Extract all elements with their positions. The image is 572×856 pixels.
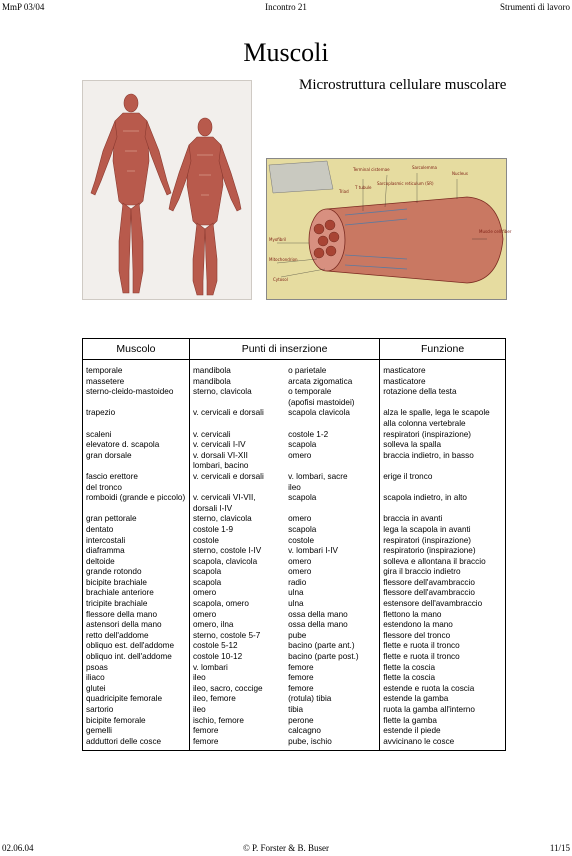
table-cell: estende il piede bbox=[380, 726, 506, 737]
table-cell: omero bbox=[192, 588, 217, 598]
table-cell: estende e ruota la coscia bbox=[380, 684, 506, 695]
table-cell: flette e ruota il tronco bbox=[380, 641, 506, 652]
table-cell: arcata zigomatica bbox=[285, 377, 380, 388]
table-row bbox=[83, 610, 506, 621]
diagram-label-1: Sarcolemma bbox=[412, 165, 438, 170]
table-cell: pube bbox=[285, 631, 380, 642]
table-row bbox=[83, 588, 506, 599]
table-cell: obliquo int. dell'addome bbox=[83, 652, 190, 663]
table-cell: gemelli bbox=[83, 726, 190, 737]
table-cell: radio bbox=[285, 578, 380, 589]
table-cell: ruota la gamba all'interno bbox=[380, 705, 506, 716]
table-row bbox=[83, 726, 506, 737]
anatomy-figures-image bbox=[82, 80, 252, 300]
table-row bbox=[83, 377, 506, 388]
table-row bbox=[83, 684, 506, 695]
header-left: MmP 03/04 bbox=[2, 2, 45, 12]
table-cell: omero, ilna bbox=[192, 620, 234, 630]
table-cell: sterno-cleido-mastoideo bbox=[83, 387, 190, 408]
table-cell: intercostali bbox=[83, 536, 190, 547]
table-cell: scaleni bbox=[83, 430, 190, 441]
table-cell: omero bbox=[285, 451, 380, 472]
table-cell: flessore dell'avambraccio bbox=[380, 588, 506, 599]
table-row bbox=[83, 673, 506, 684]
table-cell: fascio erettore del tronco bbox=[83, 472, 190, 493]
table-row bbox=[83, 663, 506, 674]
table-cell: scapola bbox=[285, 525, 380, 536]
table-cell: scapola clavicola bbox=[285, 408, 380, 429]
table-cell: elevatore d. scapola bbox=[83, 440, 190, 451]
table-cell: trapezio bbox=[83, 408, 190, 429]
diagram-label-9: Muscle cell fiber bbox=[479, 229, 512, 234]
table-cell: ileo, sacro, coccige bbox=[192, 683, 263, 693]
table-cell: rotazione della testa bbox=[380, 387, 506, 408]
diagram-label-6: Myofibril bbox=[269, 237, 287, 242]
table-cell: brachiale anteriore bbox=[83, 588, 190, 599]
table-cell: bacino (parte post.) bbox=[285, 652, 380, 663]
table-cell: alza le spalle, lega le scapole alla colonna vertebrale bbox=[380, 408, 506, 429]
table-row bbox=[83, 408, 506, 429]
table-row bbox=[83, 514, 506, 525]
table-cell: dentato bbox=[83, 525, 190, 536]
table-cell: scapola bbox=[285, 493, 380, 514]
table-row bbox=[83, 716, 506, 727]
table-row bbox=[83, 694, 506, 705]
table-cell: adduttori delle cosce bbox=[83, 737, 190, 751]
table-cell: flette la gamba bbox=[380, 716, 506, 727]
table-cell: gira il braccio indietro bbox=[380, 567, 506, 578]
table-cell: v. lombari I-IV bbox=[285, 546, 380, 557]
table-cell: flessore dell'avambraccio bbox=[380, 578, 506, 589]
diagram-label-3: Triad bbox=[339, 189, 349, 194]
table-cell: respiratorio (inspirazione) bbox=[380, 546, 506, 557]
header-center: Incontro 21 bbox=[265, 2, 307, 12]
table-cell: sterno, costole 5-7 bbox=[192, 630, 261, 640]
diagram-label-2: Nucleus bbox=[452, 171, 468, 176]
table-row bbox=[83, 451, 506, 472]
table-cell: v. cervicali bbox=[192, 429, 231, 439]
table-cell: estende la gamba bbox=[380, 694, 506, 705]
diagram-label-5: Sarcoplasmic reticulum (SR) bbox=[377, 181, 434, 186]
table-cell: astensori della mano bbox=[83, 620, 190, 631]
table-row bbox=[83, 525, 506, 536]
table-row bbox=[83, 578, 506, 589]
footer-right: 11/15 bbox=[549, 843, 570, 853]
table-row bbox=[83, 567, 506, 578]
table-cell: v. lombari bbox=[192, 662, 228, 672]
table-cell: gran dorsale bbox=[83, 451, 190, 472]
table-cell: v. dorsali VI-XII lombari, bacino bbox=[192, 450, 249, 471]
table-row bbox=[83, 387, 506, 408]
table-cell: sterno, clavicola bbox=[192, 514, 252, 524]
table-cell: costole bbox=[192, 535, 219, 545]
table-cell: ischio, femore bbox=[192, 715, 244, 725]
table-cell: pube, ischio bbox=[285, 737, 380, 751]
table-cell: costole bbox=[285, 536, 380, 547]
table-cell: bicipite femorale bbox=[83, 716, 190, 727]
table-cell: scapola, clavicola bbox=[192, 556, 258, 566]
table-cell: avvicinano le cosce bbox=[380, 737, 506, 751]
table-body bbox=[83, 360, 506, 751]
table-cell: quadricipite femorale bbox=[83, 694, 190, 705]
table-cell: femore bbox=[192, 726, 219, 736]
table-cell: o temporale (apofisi mastoidei) bbox=[285, 387, 380, 408]
table-cell: gran pettorale bbox=[83, 514, 190, 525]
diagram-label-8: Cytosol bbox=[273, 277, 288, 282]
table-row bbox=[83, 652, 506, 663]
table-cell: flessore della mano bbox=[83, 610, 190, 621]
table-cell: obliquo est. dell'addome bbox=[83, 641, 190, 652]
table-row bbox=[83, 631, 506, 642]
table-cell: v. lombari, sacre ileo bbox=[285, 472, 380, 493]
table-cell: scapola indietro, in alto bbox=[380, 493, 506, 514]
muscles-table bbox=[82, 338, 506, 751]
table-cell: braccia in avanti bbox=[380, 514, 506, 525]
table-cell: omero bbox=[285, 514, 380, 525]
table-cell: scapola bbox=[192, 567, 222, 577]
table-cell: costole 1-2 bbox=[285, 430, 380, 441]
table-cell: erige il tronco bbox=[380, 472, 506, 493]
table-cell: omero bbox=[285, 557, 380, 568]
table-cell: solleva e allontana il braccio bbox=[380, 557, 506, 568]
table-row bbox=[83, 620, 506, 631]
table-row bbox=[83, 536, 506, 547]
table-cell: romboidi (grande e piccolo) bbox=[83, 493, 190, 514]
table-cell: massetere bbox=[83, 377, 190, 388]
table-cell: lega la scapola in avanti bbox=[380, 525, 506, 536]
table-cell: ileo bbox=[192, 705, 206, 714]
header-funzione: Funzione bbox=[380, 339, 506, 360]
table-cell: ileo, femore bbox=[192, 694, 236, 704]
table-cell: respiratori (inspirazione) bbox=[380, 430, 506, 441]
header-punti-inserzione: Punti di inserzione bbox=[189, 339, 379, 360]
table-cell: calcagno bbox=[285, 726, 380, 737]
table-cell: scapola, omero bbox=[192, 599, 249, 609]
table-row bbox=[83, 599, 506, 610]
table-cell: braccia indietro, in basso bbox=[380, 451, 506, 472]
table-row bbox=[83, 557, 506, 568]
table-cell: o parietale bbox=[285, 360, 380, 377]
table-cell: v. cervicali e dorsali bbox=[192, 408, 264, 418]
table-cell: v. cervicali e dorsali bbox=[192, 471, 264, 481]
table-cell: costole 10-12 bbox=[192, 652, 243, 662]
table-cell: ileo bbox=[192, 673, 206, 683]
table-cell: ulna bbox=[285, 588, 380, 599]
table-cell: tricipite brachiale bbox=[83, 599, 190, 610]
table-cell: ulna bbox=[285, 599, 380, 610]
table-cell: omero bbox=[285, 567, 380, 578]
table-cell: flette la coscia bbox=[380, 663, 506, 674]
table-cell: femore bbox=[189, 737, 285, 751]
table-cell: sterno, costole I-IV bbox=[192, 546, 262, 556]
header-right: Strumenti di lavoro bbox=[500, 2, 570, 12]
table-cell: mandibola bbox=[192, 366, 231, 375]
table-cell: temporale bbox=[83, 360, 190, 377]
table-row bbox=[83, 360, 506, 377]
table-cell: masticatore bbox=[380, 377, 506, 388]
table-row bbox=[83, 546, 506, 557]
diagram-label-7: Mitochondrion bbox=[269, 257, 298, 262]
table-cell: mandibola bbox=[192, 376, 231, 386]
table-cell: scapola bbox=[285, 440, 380, 451]
table-cell: flettono la mano bbox=[380, 610, 506, 621]
table-header-row bbox=[83, 339, 506, 360]
table-cell: flessore del tronco bbox=[380, 631, 506, 642]
table-cell: costole 5-12 bbox=[192, 641, 238, 651]
diagram-label-0: Terminal cisternae bbox=[353, 167, 390, 172]
table-row bbox=[83, 737, 506, 751]
table-cell: femore bbox=[285, 673, 380, 684]
table-cell: estensore dell'avambraccio bbox=[380, 599, 506, 610]
footer-center: © P. Forster & B. Buser bbox=[242, 843, 330, 853]
table-cell: solleva la spalla bbox=[380, 440, 506, 451]
table-cell: estendono la mano bbox=[380, 620, 506, 631]
table-row bbox=[83, 472, 506, 493]
table-cell: perone bbox=[285, 716, 380, 727]
table-row bbox=[83, 641, 506, 652]
table-cell: diaframma bbox=[83, 546, 190, 557]
table-cell: retto dell'addome bbox=[83, 631, 190, 642]
table-cell: flette e ruota il tronco bbox=[380, 652, 506, 663]
table-cell: ossa della mano bbox=[285, 620, 380, 631]
table-cell: iliaco bbox=[83, 673, 190, 684]
table-cell: bicipite brachiale bbox=[83, 578, 190, 589]
table-cell: ossa della mano bbox=[285, 610, 380, 621]
muscle-microstructure-diagram bbox=[266, 158, 512, 300]
table-row bbox=[83, 440, 506, 451]
table-cell: grande rotondo bbox=[83, 567, 190, 578]
table-cell: omero bbox=[192, 609, 217, 619]
table-cell: sterno, clavicola bbox=[192, 387, 252, 397]
table-cell: bacino (parte ant.) bbox=[285, 641, 380, 652]
table-cell: glutei bbox=[83, 684, 190, 695]
table-cell: sartorio bbox=[83, 705, 190, 716]
header-muscolo: Muscolo bbox=[83, 339, 190, 360]
diagram-label-4: T tubule bbox=[355, 185, 372, 190]
page-title: Muscoli bbox=[243, 38, 329, 67]
table-cell: scapola bbox=[192, 577, 222, 587]
table-cell: respiratori (inspirazione) bbox=[380, 536, 506, 547]
table-cell: psoas bbox=[83, 663, 190, 674]
table-row bbox=[83, 430, 506, 441]
footer-left: 02.06.04 bbox=[2, 843, 34, 853]
table-cell: tibia bbox=[285, 705, 380, 716]
table-cell: flette la coscia bbox=[380, 673, 506, 684]
table-cell: v. cervicali VI-VII, dorsali I-IV bbox=[192, 493, 256, 513]
table-cell: masticatore bbox=[380, 360, 506, 377]
page-subtitle: Microstruttura cellulare muscolare bbox=[299, 77, 507, 93]
table-cell: femore bbox=[285, 684, 380, 695]
table-cell: femore bbox=[285, 663, 380, 674]
table-cell: deltoide bbox=[83, 557, 190, 568]
table-cell: costole 1-9 bbox=[192, 524, 234, 534]
table-cell: (rotula) tibia bbox=[285, 694, 380, 705]
table-row bbox=[83, 493, 506, 514]
table-cell: v. cervicali I-IV bbox=[192, 440, 246, 450]
table-row bbox=[83, 705, 506, 716]
